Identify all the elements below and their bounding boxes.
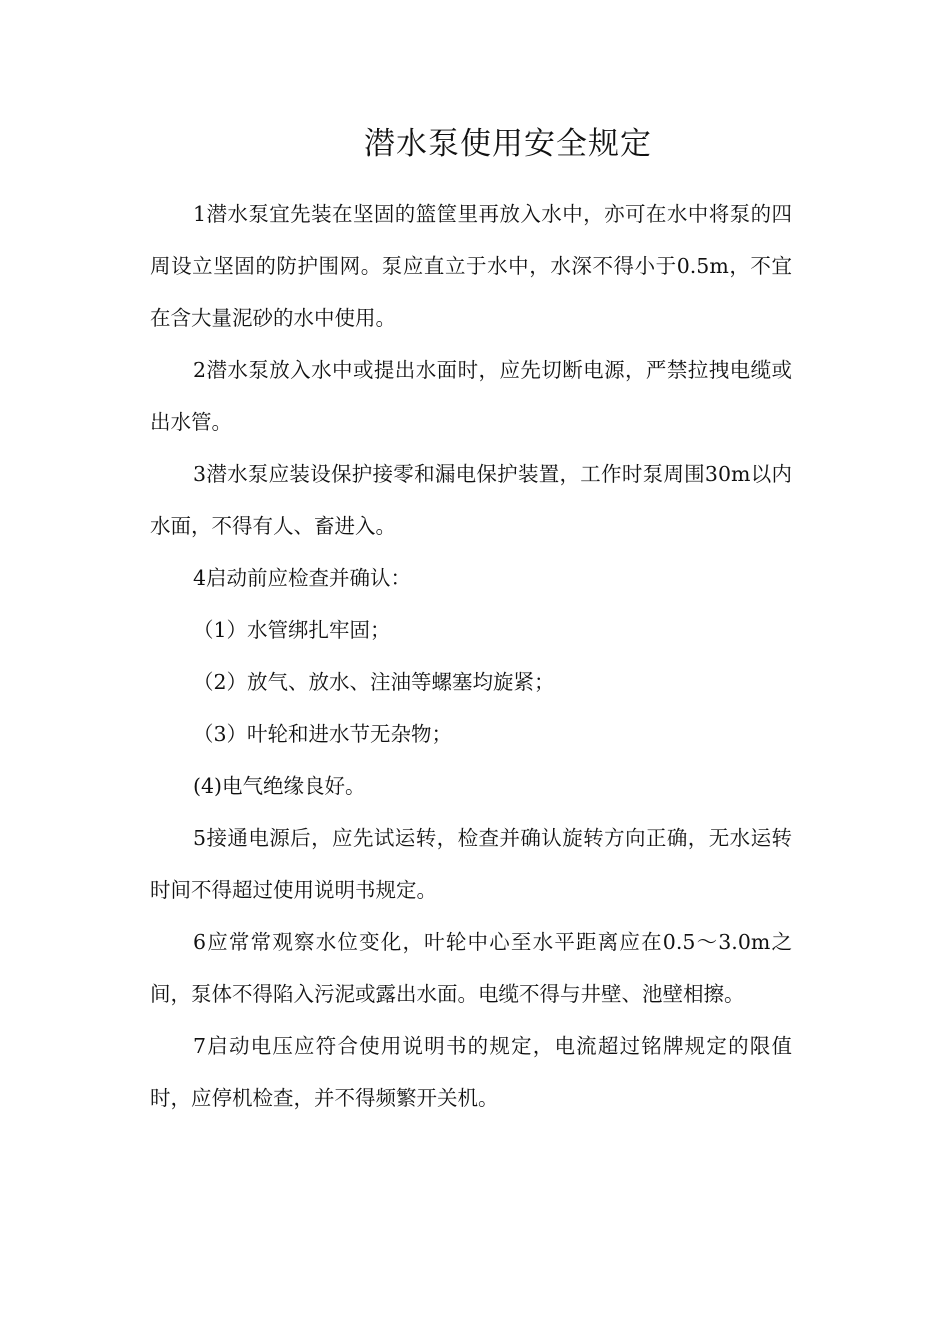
checklist-item-1: （1）水管绑扎牢固； (193, 618, 391, 642)
rule-paragraph-7: 7启动电压应符合使用说明书的规定，电流超过铭牌规定的限值时，应停机检查，并不得频繁开关机。 (150, 1034, 792, 1110)
checklist-item-2: （2）放气、放水、注油等螺塞均旋紧； (193, 670, 555, 694)
rule-paragraph-5: 5接通电源后，应先试运转，检查并确认旋转方向正确，无水运转时间不得超过使用说明书规定。 (150, 826, 792, 902)
rule-paragraph-3: 3潜水泵应装设保护接零和漏电保护装置，工作时泵周围30m以内水面，不得有人、畜进入。 (150, 462, 792, 538)
rule-paragraph-1: 1潜水泵宜先装在坚固的篮筐里再放入水中，亦可在水中将泵的四周设立坚固的防护围网。泵应直立于水中，水深不得小于0.5m，不宜在含大量泥砂的水中使用。 (150, 202, 792, 330)
page-title: 潜水泵使用安全规定 (364, 126, 652, 162)
rule-paragraph-2: 2潜水泵放入水中或提出水面时，应先切断电源，严禁拉拽电缆或出水管。 (150, 358, 792, 434)
checklist-item-3: （3）叶轮和进水节无杂物； (193, 722, 453, 746)
document-body (150, 188, 792, 1124)
rule-paragraph-4: 4启动前应检查并确认： (193, 566, 412, 590)
checklist-item-4: (4)电气绝缘良好。 (193, 774, 366, 798)
rule-paragraph-6: 6应常常观察水位变化，叶轮中心至水平距离应在0.5～3.0m之间，泵体不得陷入污泥或露出水面。电缆不得与井壁、池壁相擦。 (150, 930, 792, 1006)
